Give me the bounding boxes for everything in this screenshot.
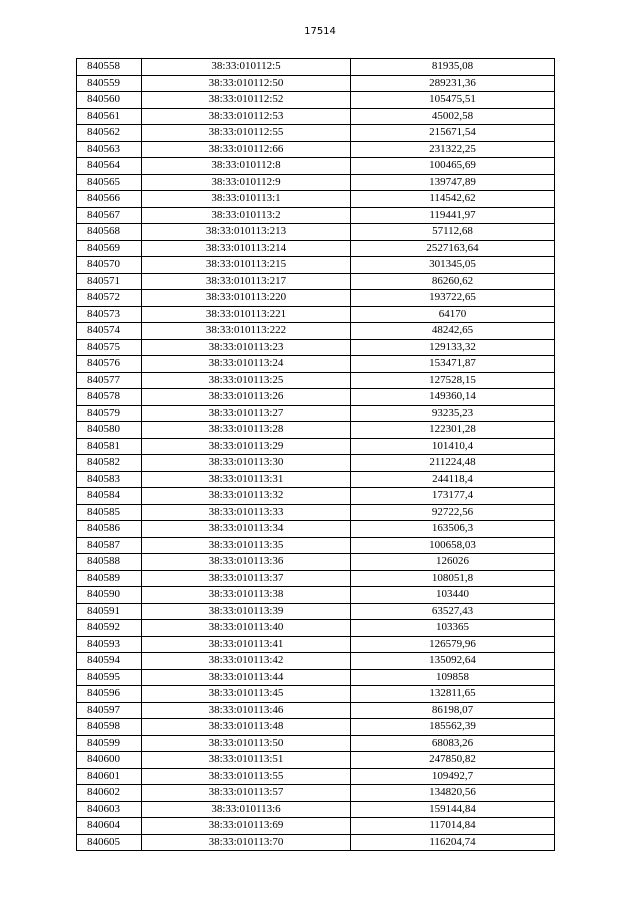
- cadastral-number-cell: 38:33:010113:51: [142, 752, 351, 769]
- table-row: [77, 290, 555, 307]
- row-id-cell: 840562: [77, 125, 142, 142]
- table-row: [77, 455, 555, 472]
- cadastral-number-cell: 38:33:010113:70: [142, 834, 351, 851]
- cadastral-number-cell: 38:33:010113:69: [142, 818, 351, 835]
- cadastral-value-cell: 122301,28: [351, 422, 555, 439]
- table-row: [77, 471, 555, 488]
- cadastral-number-cell: 38:33:010113:38: [142, 587, 351, 604]
- cadastral-number-cell: 38:33:010113:6: [142, 801, 351, 818]
- cadastral-value-cell: 163506,3: [351, 521, 555, 538]
- cadastral-number-cell: 38:33:010112:5: [142, 59, 351, 76]
- row-id-cell: 840593: [77, 636, 142, 653]
- table-row: [77, 801, 555, 818]
- cadastral-number-cell: 38:33:010113:25: [142, 372, 351, 389]
- table-row: [77, 719, 555, 736]
- cadastral-value-cell: 185562,39: [351, 719, 555, 736]
- table-row: [77, 191, 555, 208]
- table-row: [77, 537, 555, 554]
- cadastral-value-cell: 86260,62: [351, 273, 555, 290]
- row-id-cell: 840592: [77, 620, 142, 637]
- table-row: [77, 587, 555, 604]
- table-row: [77, 306, 555, 323]
- table-row: [77, 356, 555, 373]
- cadastral-number-cell: 38:33:010113:45: [142, 686, 351, 703]
- cadastral-number-cell: 38:33:010113:213: [142, 224, 351, 241]
- row-id-cell: 840596: [77, 686, 142, 703]
- cadastral-number-cell: 38:33:010112:66: [142, 141, 351, 158]
- cadastral-number-cell: 38:33:010113:42: [142, 653, 351, 670]
- cadastral-number-cell: 38:33:010112:55: [142, 125, 351, 142]
- row-id-cell: 840572: [77, 290, 142, 307]
- row-id-cell: 840591: [77, 603, 142, 620]
- table-row: [77, 488, 555, 505]
- row-id-cell: 840588: [77, 554, 142, 571]
- table-row: [77, 735, 555, 752]
- cadastral-number-cell: 38:33:010113:50: [142, 735, 351, 752]
- cadastral-number-cell: 38:33:010112:9: [142, 174, 351, 191]
- row-id-cell: 840569: [77, 240, 142, 257]
- cadastral-value-cell: 119441,97: [351, 207, 555, 224]
- table-row: [77, 92, 555, 109]
- cadastral-number-cell: 38:33:010113:214: [142, 240, 351, 257]
- cadastral-number-cell: 38:33:010113:34: [142, 521, 351, 538]
- row-id-cell: 840575: [77, 339, 142, 356]
- cadastral-number-cell: 38:33:010113:37: [142, 570, 351, 587]
- table-row: [77, 240, 555, 257]
- table-row: [77, 257, 555, 274]
- cadastral-value-cell: 68083,26: [351, 735, 555, 752]
- table-row: [77, 686, 555, 703]
- row-id-cell: 840571: [77, 273, 142, 290]
- cadastral-number-cell: 38:33:010113:39: [142, 603, 351, 620]
- row-id-cell: 840589: [77, 570, 142, 587]
- table-row: [77, 405, 555, 422]
- table-row: [77, 834, 555, 851]
- cadastral-value-cell: 109858: [351, 669, 555, 686]
- cadastral-value-cell: 289231,36: [351, 75, 555, 92]
- cadastral-value-cell: 81935,08: [351, 59, 555, 76]
- row-id-cell: 840583: [77, 471, 142, 488]
- table-row: [77, 521, 555, 538]
- row-id-cell: 840564: [77, 158, 142, 175]
- cadastral-number-cell: 38:33:010113:23: [142, 339, 351, 356]
- row-id-cell: 840560: [77, 92, 142, 109]
- table-row: [77, 785, 555, 802]
- row-id-cell: 840558: [77, 59, 142, 76]
- cadastral-value-cell: 2527163,64: [351, 240, 555, 257]
- cadastral-value-cell: 231322,25: [351, 141, 555, 158]
- table-row: [77, 59, 555, 76]
- cadastral-value-cell: 173177,4: [351, 488, 555, 505]
- cadastral-value-cell: 86198,07: [351, 702, 555, 719]
- table-row: [77, 636, 555, 653]
- cadastral-value-cell: 159144,84: [351, 801, 555, 818]
- row-id-cell: 840570: [77, 257, 142, 274]
- table-row: [77, 752, 555, 769]
- cadastral-number-cell: 38:33:010113:33: [142, 504, 351, 521]
- cadastral-number-cell: 38:33:010113:215: [142, 257, 351, 274]
- table-row: [77, 570, 555, 587]
- row-id-cell: 840605: [77, 834, 142, 851]
- cadastral-value-cell: 108051,8: [351, 570, 555, 587]
- cadastral-number-cell: 38:33:010113:220: [142, 290, 351, 307]
- cadastral-number-cell: 38:33:010113:26: [142, 389, 351, 406]
- cadastral-number-cell: 38:33:010113:35: [142, 537, 351, 554]
- cadastral-number-cell: 38:33:010112:53: [142, 108, 351, 125]
- table-row: [77, 702, 555, 719]
- table-row: [77, 207, 555, 224]
- cadastral-value-cell: 244118,4: [351, 471, 555, 488]
- row-id-cell: 840578: [77, 389, 142, 406]
- row-id-cell: 840586: [77, 521, 142, 538]
- table-row: [77, 438, 555, 455]
- table-row: [77, 768, 555, 785]
- row-id-cell: 840567: [77, 207, 142, 224]
- cadastral-value-cell: 193722,65: [351, 290, 555, 307]
- table-row: [77, 224, 555, 241]
- cadastral-number-cell: 38:33:010113:24: [142, 356, 351, 373]
- row-id-cell: 840584: [77, 488, 142, 505]
- cadastral-value-cell: 211224,48: [351, 455, 555, 472]
- table-body: [77, 59, 555, 851]
- table-row: [77, 372, 555, 389]
- cadastral-value-cell: 93235,23: [351, 405, 555, 422]
- table-row: [77, 818, 555, 835]
- row-id-cell: 840602: [77, 785, 142, 802]
- cadastral-number-cell: 38:33:010113:46: [142, 702, 351, 719]
- row-id-cell: 840601: [77, 768, 142, 785]
- row-id-cell: 840566: [77, 191, 142, 208]
- row-id-cell: 840597: [77, 702, 142, 719]
- cadastral-number-cell: 38:33:010113:29: [142, 438, 351, 455]
- cadastral-number-cell: 38:33:010113:217: [142, 273, 351, 290]
- cadastral-value-cell: 129133,32: [351, 339, 555, 356]
- table-row: [77, 158, 555, 175]
- cadastral-value-cell: 135092,64: [351, 653, 555, 670]
- cadastral-number-cell: 38:33:010113:221: [142, 306, 351, 323]
- cadastral-value-cell: 114542,62: [351, 191, 555, 208]
- cadastral-value-cell: 134820,56: [351, 785, 555, 802]
- row-id-cell: 840577: [77, 372, 142, 389]
- cadastral-value-cell: 100465,69: [351, 158, 555, 175]
- row-id-cell: 840576: [77, 356, 142, 373]
- cadastral-number-cell: 38:33:010112:8: [142, 158, 351, 175]
- table-row: [77, 504, 555, 521]
- cadastral-number-cell: 38:33:010113:32: [142, 488, 351, 505]
- row-id-cell: 840563: [77, 141, 142, 158]
- cadastral-value-cell: 139747,89: [351, 174, 555, 191]
- row-id-cell: 840603: [77, 801, 142, 818]
- row-id-cell: 840587: [77, 537, 142, 554]
- cadastral-value-cell: 63527,43: [351, 603, 555, 620]
- row-id-cell: 840561: [77, 108, 142, 125]
- row-id-cell: 840598: [77, 719, 142, 736]
- cadastral-number-cell: 38:33:010113:55: [142, 768, 351, 785]
- cadastral-value-cell: 109492,7: [351, 768, 555, 785]
- cadastral-number-cell: 38:33:010113:27: [142, 405, 351, 422]
- row-id-cell: 840581: [77, 438, 142, 455]
- cadastral-value-cell: 153471,87: [351, 356, 555, 373]
- row-id-cell: 840559: [77, 75, 142, 92]
- table-row: [77, 422, 555, 439]
- cadastral-number-cell: 38:33:010113:40: [142, 620, 351, 637]
- cadastral-value-cell: 301345,05: [351, 257, 555, 274]
- cadastral-value-cell: 103440: [351, 587, 555, 604]
- cadastral-value-cell: 215671,54: [351, 125, 555, 142]
- cadastral-value-cell: 126026: [351, 554, 555, 571]
- row-id-cell: 840574: [77, 323, 142, 340]
- row-id-cell: 840582: [77, 455, 142, 472]
- table-row: [77, 669, 555, 686]
- cadastral-value-cell: 100658,03: [351, 537, 555, 554]
- table-row: [77, 273, 555, 290]
- row-id-cell: 840590: [77, 587, 142, 604]
- table-row: [77, 554, 555, 571]
- cadastral-value-cell: 116204,74: [351, 834, 555, 851]
- row-id-cell: 840599: [77, 735, 142, 752]
- cadastral-number-cell: 38:33:010113:36: [142, 554, 351, 571]
- table-row: [77, 75, 555, 92]
- cadastral-number-cell: 38:33:010112:52: [142, 92, 351, 109]
- cadastral-value-table: [76, 58, 555, 851]
- cadastral-value-cell: 126579,96: [351, 636, 555, 653]
- row-id-cell: 840594: [77, 653, 142, 670]
- page-number: 17514: [304, 26, 336, 37]
- cadastral-number-cell: 38:33:010113:30: [142, 455, 351, 472]
- row-id-cell: 840604: [77, 818, 142, 835]
- cadastral-number-cell: 38:33:010113:2: [142, 207, 351, 224]
- table-row: [77, 141, 555, 158]
- cadastral-number-cell: 38:33:010113:1: [142, 191, 351, 208]
- cadastral-value-cell: 92722,56: [351, 504, 555, 521]
- cadastral-value-cell: 132811,65: [351, 686, 555, 703]
- row-id-cell: 840600: [77, 752, 142, 769]
- table-row: [77, 125, 555, 142]
- cadastral-value-cell: 105475,51: [351, 92, 555, 109]
- row-id-cell: 840580: [77, 422, 142, 439]
- table-row: [77, 653, 555, 670]
- row-id-cell: 840585: [77, 504, 142, 521]
- table-row: [77, 174, 555, 191]
- cadastral-number-cell: 38:33:010113:41: [142, 636, 351, 653]
- table-row: [77, 620, 555, 637]
- cadastral-value-cell: 48242,65: [351, 323, 555, 340]
- cadastral-value-cell: 64170: [351, 306, 555, 323]
- cadastral-value-cell: 127528,15: [351, 372, 555, 389]
- cadastral-number-cell: 38:33:010113:57: [142, 785, 351, 802]
- row-id-cell: 840565: [77, 174, 142, 191]
- cadastral-number-cell: 38:33:010113:44: [142, 669, 351, 686]
- cadastral-number-cell: 38:33:010113:28: [142, 422, 351, 439]
- cadastral-value-cell: 45002,58: [351, 108, 555, 125]
- cadastral-number-cell: 38:33:010113:222: [142, 323, 351, 340]
- row-id-cell: 840595: [77, 669, 142, 686]
- row-id-cell: 840568: [77, 224, 142, 241]
- cadastral-value-cell: 149360,14: [351, 389, 555, 406]
- cadastral-value-cell: 103365: [351, 620, 555, 637]
- cadastral-value-cell: 101410,4: [351, 438, 555, 455]
- row-id-cell: 840573: [77, 306, 142, 323]
- table-row: [77, 603, 555, 620]
- cadastral-value-cell: 57112,68: [351, 224, 555, 241]
- cadastral-number-cell: 38:33:010112:50: [142, 75, 351, 92]
- table-row: [77, 339, 555, 356]
- cadastral-value-cell: 247850,82: [351, 752, 555, 769]
- table-row: [77, 323, 555, 340]
- table-row: [77, 389, 555, 406]
- row-id-cell: 840579: [77, 405, 142, 422]
- cadastral-number-cell: 38:33:010113:48: [142, 719, 351, 736]
- cadastral-number-cell: 38:33:010113:31: [142, 471, 351, 488]
- cadastral-value-cell: 117014,84: [351, 818, 555, 835]
- table-row: [77, 108, 555, 125]
